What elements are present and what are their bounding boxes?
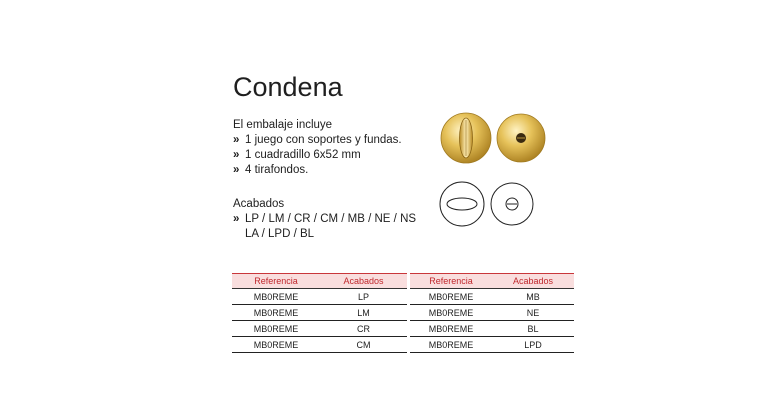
table-row [232, 337, 407, 353]
reference-cell: MB0REME [410, 289, 492, 305]
reference-cell: MB0REME [410, 305, 492, 321]
package-item [233, 163, 402, 178]
column-header-finish: Acabados [492, 274, 574, 289]
column-header-reference: Referencia [232, 274, 320, 289]
table-row [410, 305, 574, 321]
reference-cell: MB0REME [232, 321, 320, 337]
finish-cell: LP [320, 289, 407, 305]
finish-cell: LPD [492, 337, 574, 353]
finishes-list-cont [233, 227, 416, 242]
table-row [410, 337, 574, 353]
finish-cell: CR [320, 321, 407, 337]
bullet-marker: » [233, 213, 240, 225]
finish-cell: MB [492, 289, 574, 305]
finish-cell: LM [320, 305, 407, 321]
column-header-reference: Referencia [410, 274, 492, 289]
package-contents [233, 118, 402, 178]
finish-cell: CM [320, 337, 407, 353]
table-header-row [410, 274, 574, 289]
finish-cell: BL [492, 321, 574, 337]
finish-cell: NE [492, 305, 574, 321]
finishes-heading: Acabados [233, 198, 285, 210]
package-contents-heading: El embalaje incluye [233, 119, 333, 131]
package-item [233, 148, 402, 163]
reference-cell: MB0REME [232, 337, 320, 353]
table-row [232, 305, 407, 321]
reference-table-left [232, 273, 407, 353]
reference-cell: MB0REME [232, 305, 320, 321]
table-row [232, 321, 407, 337]
release-line-drawing [491, 183, 533, 225]
product-images [438, 112, 548, 228]
reference-cell: MB0REME [410, 321, 492, 337]
reference-table-right [410, 273, 574, 353]
bullet-marker: » [233, 134, 240, 146]
thumbturn-line-drawing [440, 182, 484, 226]
reference-cell: MB0REME [410, 337, 492, 353]
finishes-list [233, 212, 416, 227]
table-header-row [232, 274, 407, 289]
reference-cell: MB0REME [232, 289, 320, 305]
finishes-line-1: LP / LM / CR / CM / MB / NE / NS [245, 213, 417, 225]
package-item-text: 4 tirafondos. [245, 164, 309, 176]
column-header-finish: Acabados [320, 274, 407, 289]
package-item [233, 133, 402, 148]
table-row [410, 289, 574, 305]
release-rosette-photo [497, 114, 545, 162]
bullet-marker: » [233, 149, 240, 161]
table-row [410, 321, 574, 337]
finishes-line-2: LA / LPD / BL [245, 228, 315, 240]
table-row [232, 289, 407, 305]
package-item-text: 1 juego con soportes y fundas. [245, 134, 402, 146]
thumbturn-rosette-photo [441, 113, 491, 163]
bullet-marker: » [233, 164, 240, 176]
finishes-section [233, 197, 416, 242]
package-item-text: 1 cuadradillo 6x52 mm [245, 149, 361, 161]
product-title: Condena [233, 72, 343, 102]
